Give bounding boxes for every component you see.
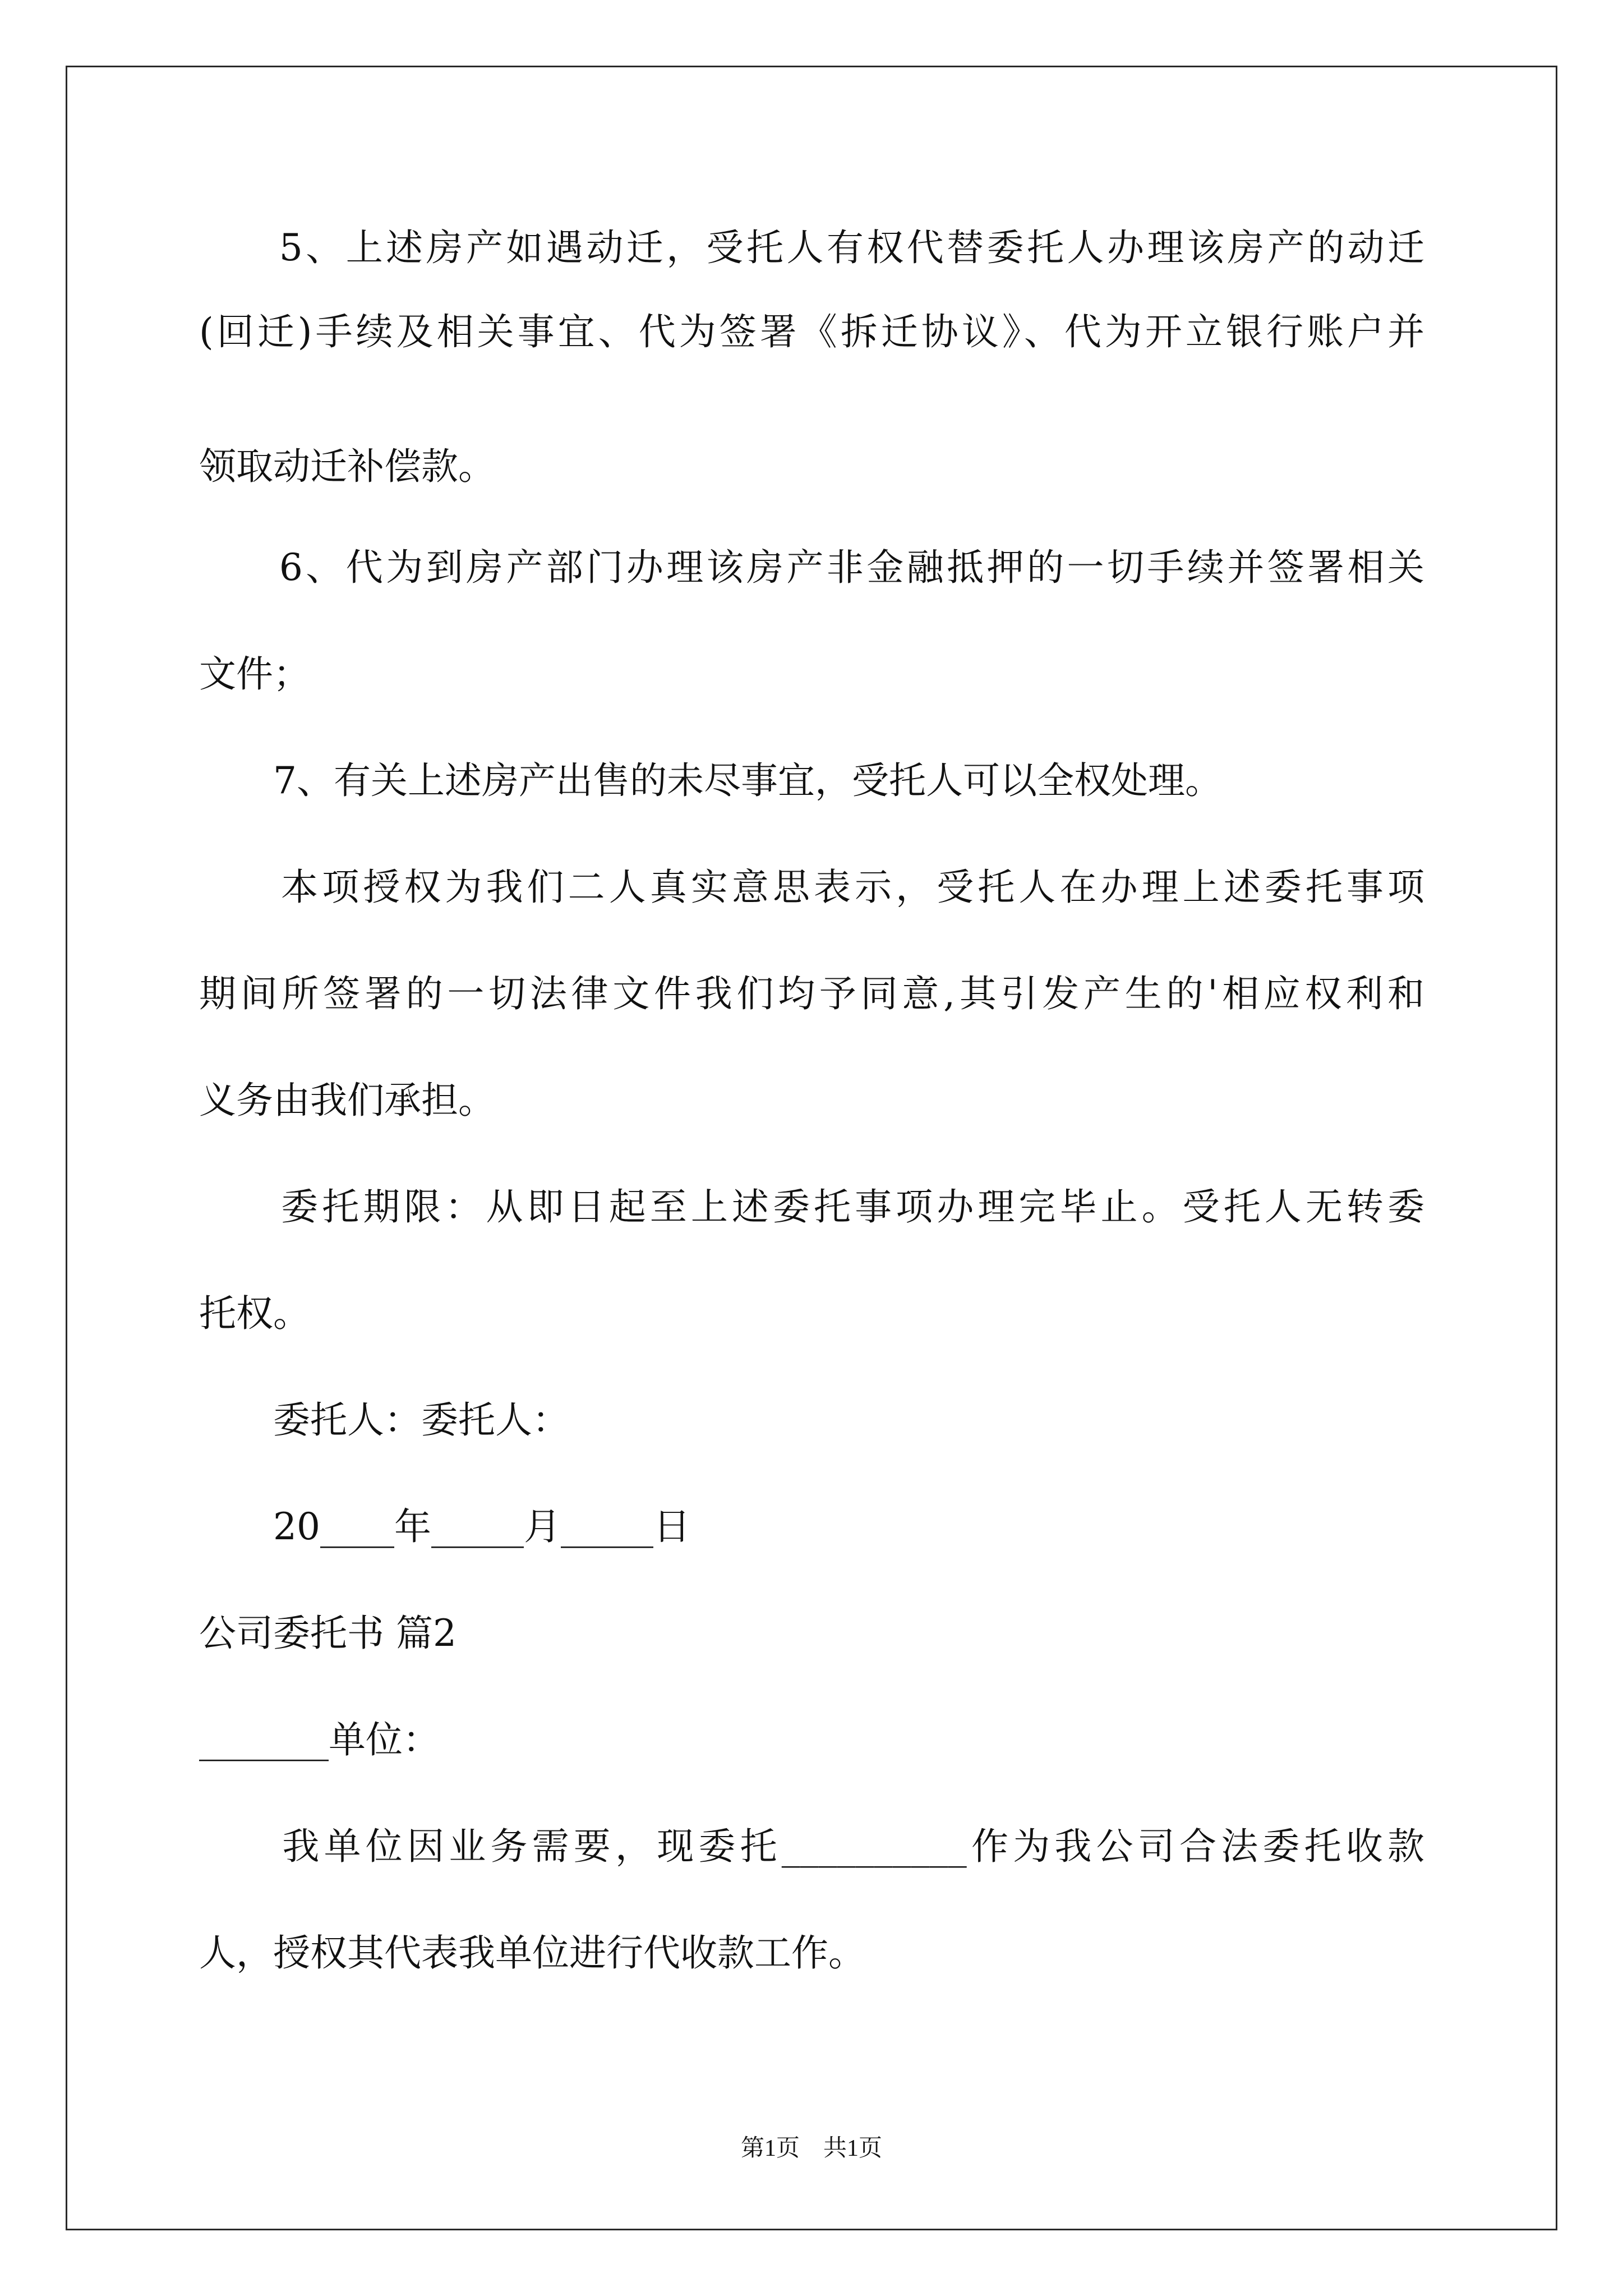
paragraph-6-line-1: 6、代为到房产部门办理该房产非金融抵押的一切手续并签署相关 — [199, 546, 1424, 589]
paragraph-6-line-2: 文件； — [199, 652, 310, 696]
body-line-2: 人，授权其代表我单位进行代收款工作。 — [199, 1931, 865, 1975]
term-line-2: 托权。 — [199, 1292, 310, 1335]
paragraph-5-line-1: 5、上述房产如遇动迁，受托人有权代替委托人办理该房产的动迁 — [199, 226, 1424, 269]
term-line-1: 委托期限：从即日起至上述委托事项办理完毕止。受托人无转委 — [199, 1185, 1424, 1228]
section-heading: 公司委托书 篇2 — [199, 1612, 457, 1655]
date-line: 20____年_____月_____日 — [199, 1505, 690, 1548]
authorization-line-1: 本项授权为我们二人真实意思表示，受托人在办理上述委托事项 — [199, 866, 1424, 909]
paragraph-5-line-2: (回迁)手续及相关事宜、代为签署《拆迁协议》、代为开立银行账户并 — [199, 310, 1424, 353]
paragraph-5-line-3: 领取动迁补偿款。 — [199, 445, 495, 488]
recipient-line: _______单位： — [199, 1718, 440, 1761]
signature-line: 委托人：委托人： — [199, 1398, 569, 1442]
paragraph-7: 7、有关上述房产出售的未尽事宜，受托人可以全权处理。 — [199, 759, 1222, 802]
authorization-line-2: 期间所签署的一切法律文件我们均予同意,其引发产生的'相应权利和 — [199, 972, 1424, 1015]
page-border — [66, 66, 1557, 2230]
authorization-line-3: 义务由我们承担。 — [199, 1079, 495, 1122]
body-line-1: 我单位因业务需要，现委托__________作为我公司合法委托收款 — [199, 1825, 1424, 1868]
page-footer: 第1页 共1页 — [740, 2136, 882, 2161]
